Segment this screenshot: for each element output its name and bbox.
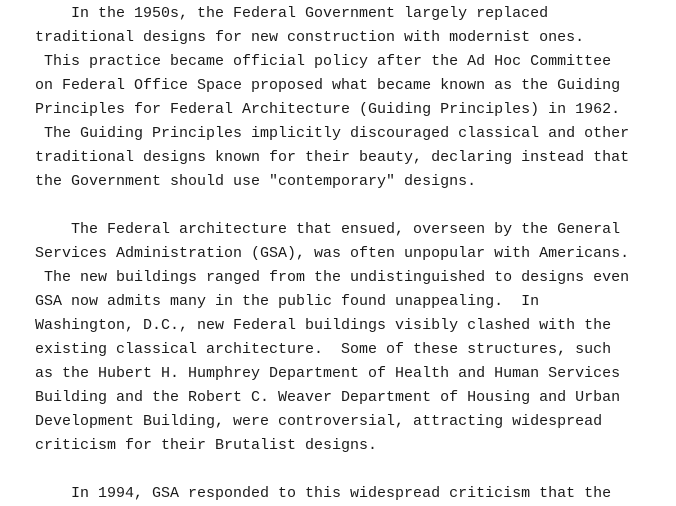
text-line: on Federal Office Space proposed what became known as the Guiding: [35, 77, 621, 94]
text-line: Building and the Robert C. Weaver Department of Housing and Urban: [35, 389, 621, 406]
text-line: In 1994, GSA responded to this widespread criticism that the: [35, 485, 612, 502]
text-line: In the 1950s, the Federal Government largely replaced: [35, 5, 549, 22]
text-line: as the Hubert H. Humphrey Department of Health and Human Services: [35, 365, 621, 382]
paragraph: [35, 2, 665, 194]
text-line: the Government should use "contemporary" designs.: [35, 173, 477, 190]
text-line: The Guiding Principles implicitly discouraged classical and other: [35, 125, 630, 142]
text-line: traditional designs known for their beauty, declaring instead that: [35, 149, 630, 166]
text-line: traditional designs for new construction with modernist ones.: [35, 29, 585, 46]
text-line: This practice became official policy after the Ad Hoc Committee: [35, 53, 612, 70]
text-line: The new buildings ranged from the undistinguished to designs even: [35, 269, 630, 286]
blank-line: [35, 194, 665, 218]
text-line: criticism for their Brutalist designs.: [35, 437, 378, 454]
text-line: GSA now admits many in the public found unappealing. In: [35, 293, 540, 310]
text-line: existing classical architecture. Some of these structures, such: [35, 341, 612, 358]
text-line: Principles for Federal Architecture (Guiding Principles) in 1962.: [35, 101, 621, 118]
document-page: [35, 2, 665, 506]
text-line: Services Administration (GSA), was often unpopular with Americans.: [35, 245, 630, 262]
paragraph: [35, 218, 665, 458]
text-line: Development Building, were controversial, attracting widespread: [35, 413, 603, 430]
text-line: Washington, D.C., new Federal buildings visibly clashed with the: [35, 317, 612, 334]
paragraph: [35, 482, 665, 506]
blank-line: [35, 458, 665, 482]
text-line: The Federal architecture that ensued, overseen by the General: [35, 221, 621, 238]
